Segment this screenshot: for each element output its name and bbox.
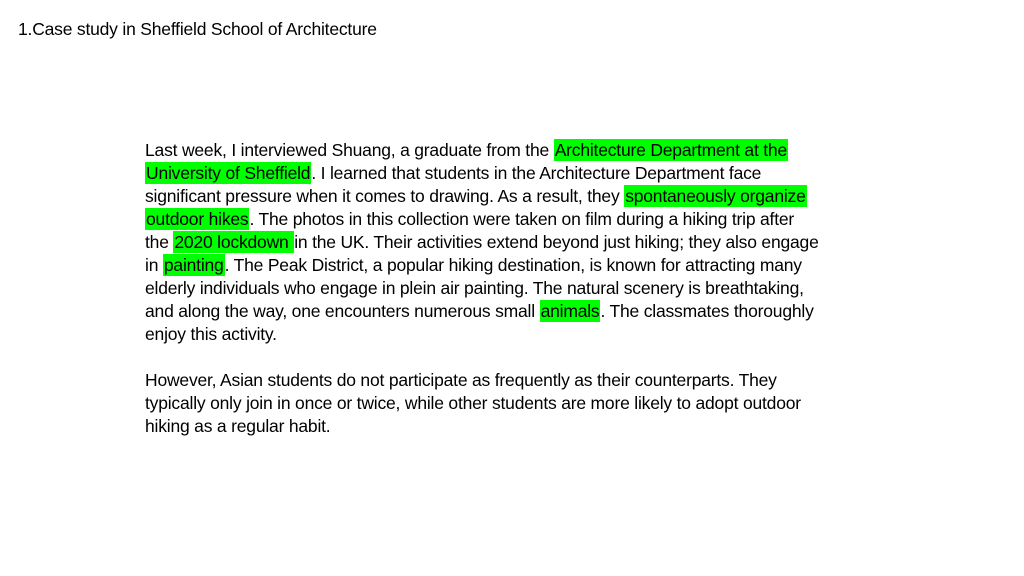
text-line bbox=[145, 277, 905, 300]
text-run: However, Asian students do not participate as frequently as their counterparts. They bbox=[145, 370, 777, 390]
text-line bbox=[145, 139, 905, 162]
text-line bbox=[145, 323, 905, 346]
text-line bbox=[145, 185, 905, 208]
text-line bbox=[145, 162, 905, 185]
text-run: significant pressure when it comes to drawing. As a result, they bbox=[145, 186, 625, 206]
paragraph bbox=[145, 369, 905, 438]
text-run: . I learned that students in the Architecture Department face bbox=[311, 163, 762, 183]
text-run: . The photos in this collection were taken on film during a hiking trip after bbox=[249, 209, 795, 229]
text-run: in the UK. Their activities extend beyond just hiking; they also engage bbox=[294, 232, 819, 252]
text-run: elderly individuals who engage in plein air painting. The natural scenery is breathtaking, bbox=[145, 278, 804, 298]
text-line bbox=[145, 392, 905, 415]
paragraph bbox=[145, 139, 905, 346]
highlighted-text: spontaneously organize bbox=[625, 186, 806, 206]
highlighted-text: 2020 lockdown bbox=[174, 232, 294, 252]
highlighted-text: animals bbox=[540, 301, 600, 321]
text-line bbox=[145, 231, 905, 254]
text-run: hiking as a regular habit. bbox=[145, 416, 331, 436]
highlighted-text: outdoor hikes bbox=[146, 209, 249, 229]
slide-title: 1.Case study in Sheffield School of Architecture bbox=[18, 19, 377, 39]
highlighted-text: University of Sheffield bbox=[146, 163, 311, 183]
text-run: in bbox=[145, 255, 163, 275]
text-line bbox=[145, 208, 905, 231]
highlighted-text: painting bbox=[163, 255, 224, 275]
text-line bbox=[145, 254, 905, 277]
text-line bbox=[145, 300, 905, 323]
text-line bbox=[145, 369, 905, 392]
text-run: . The Peak District, a popular hiking destination, is known for attracting many bbox=[224, 255, 802, 275]
text-run: typically only join in once or twice, while other students are more likely to adopt outdoor bbox=[145, 393, 801, 413]
text-run: enjoy this activity. bbox=[145, 324, 277, 344]
highlighted-text: Architecture Department at the bbox=[554, 140, 787, 160]
text-line bbox=[145, 415, 905, 438]
text-run: the bbox=[145, 232, 174, 252]
text-run: and along the way, one encounters numerous small bbox=[145, 301, 540, 321]
body-text bbox=[145, 139, 905, 461]
text-run: Last week, I interviewed Shuang, a graduate from the bbox=[145, 140, 554, 160]
text-run: . The classmates thoroughly bbox=[600, 301, 814, 321]
